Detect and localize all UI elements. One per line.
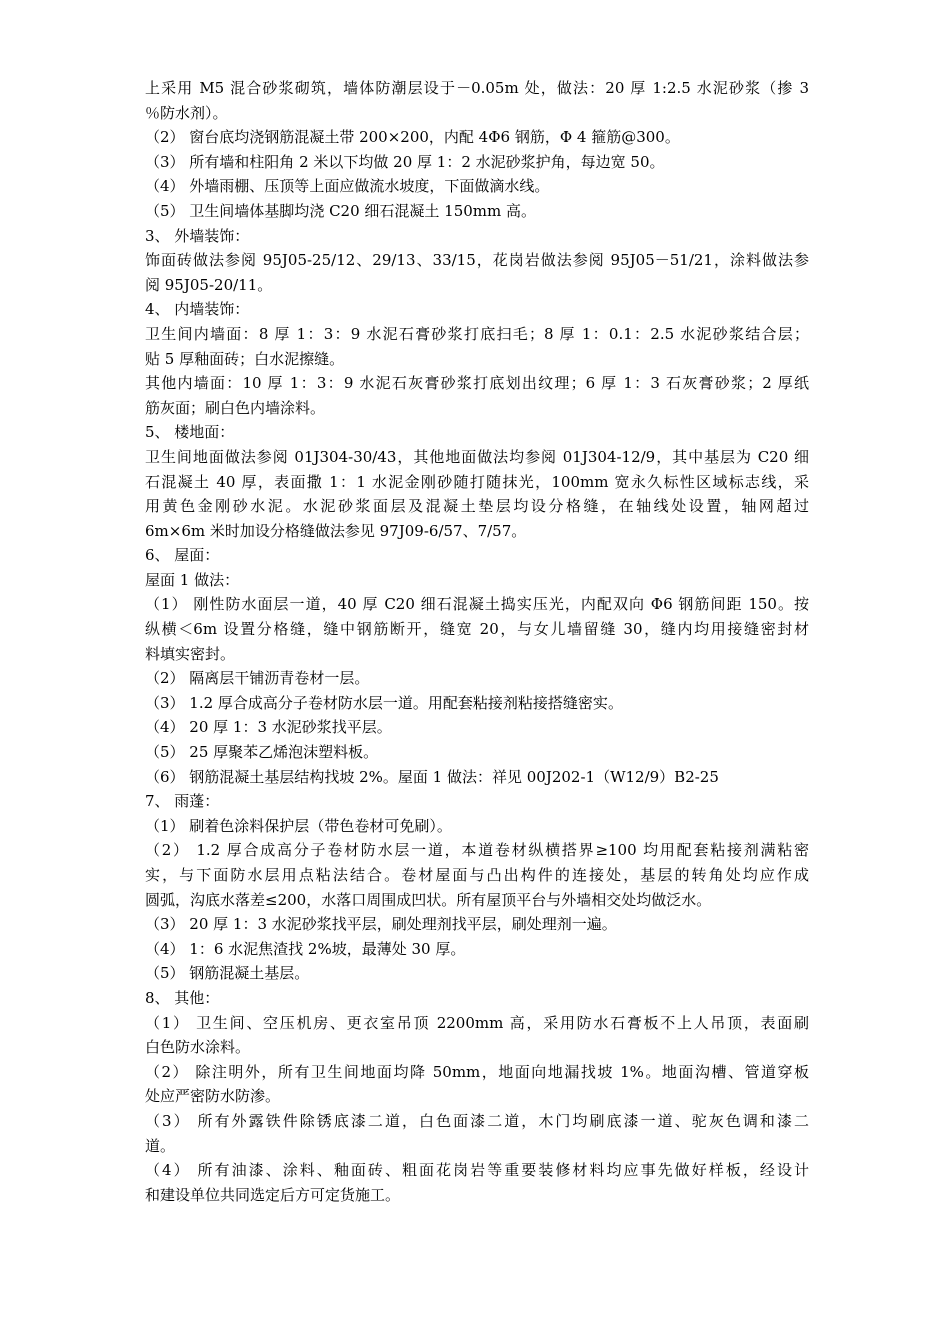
list-item: （5） 25 厚聚苯乙烯泡沫塑料板。 bbox=[145, 743, 379, 762]
paragraph-line: ％防水剂）。 bbox=[145, 103, 228, 122]
paragraph-line: 上采用 M5 混合砂浆砌筑，墙体防潮层设于－0.05m 处，做法：20 厚 1:2.5 水泥砂浆（掺 3 bbox=[145, 79, 809, 97]
list-item: （1） 卫生间、空压机房、更衣室吊顶 2200mm 高，采用防水石膏板不上人吊顶，表面刷 bbox=[145, 1013, 809, 1032]
section-heading: 3、 外墙装饰： bbox=[145, 226, 250, 245]
list-item: （1） 刚性防水面层一道，40 厚 C20 细石混凝土捣实压光，内配双向 Φ6 钢筋间距 150。按 bbox=[145, 595, 809, 614]
list-item: （3） 所有墙和柱阳角 2 米以下均做 20 厚 1：2 水泥砂浆护角，每边宽 50。 bbox=[145, 152, 665, 171]
list-item: （4） 1：6 水泥焦渣找 2%坡，最薄处 30 厚。 bbox=[145, 939, 466, 958]
list-item: （4） 所有油漆、涂料、釉面砖、粗面花岗岩等重要装修材料均应事先做好样板，经设计 bbox=[145, 1161, 809, 1180]
document-body bbox=[145, 76, 809, 1207]
paragraph-line: 卫生间内墙面：8 厚 1：3：9 水泥石膏砂浆打底扫毛；8 厚 1：0.1：2.5 水泥砂浆结合层； bbox=[145, 324, 809, 343]
paragraph-line: 用黄色金刚砂水泥。水泥砂浆面层及混凝土垫层均设分格缝，在轴线处设置，轴网超过 bbox=[145, 497, 809, 516]
list-item: （6） 钢筋混凝土基层结构找坡 2%。屋面 1 做法：祥见 00J202-1（W12/9）B2-25 bbox=[145, 767, 719, 786]
list-item: （3） 所有外露铁件除锈底漆二道，白色面漆二道，木门均刷底漆一道、驼灰色调和漆二 bbox=[145, 1111, 809, 1130]
list-item: （2） 1.2 厚合成高分子卷材防水层一道，本道卷材纵横搭界≥100 均用配套粘接剂满粘密 bbox=[145, 841, 809, 860]
list-item: 和建设单位共同选定后方可定货施工。 bbox=[145, 1185, 401, 1204]
list-item: （3） 1.2 厚合成高分子卷材防水层一道。用配套粘接剂粘接搭缝密实。 bbox=[145, 693, 623, 712]
list-item: 道。 bbox=[145, 1136, 176, 1155]
list-item: （3） 20 厚 1：3 水泥砂浆找平层，刷处理剂找平层，刷处理剂一遍。 bbox=[145, 915, 617, 934]
list-item: （1） 刷着色涂料保护层（带色卷材可免刷）。 bbox=[145, 816, 452, 835]
section-heading: 7、 雨蓬： bbox=[145, 792, 220, 811]
list-item: （4） 外墙雨棚、压顶等上面应做流水坡度，下面做滴水线。 bbox=[145, 177, 550, 196]
paragraph-line: 6m×6m 米时加设分格缝做法参见 97J09-6/57、7/57。 bbox=[145, 521, 527, 540]
paragraph-line: 阅 95J05-20/11。 bbox=[145, 275, 273, 294]
list-item: （2） 隔离层干铺沥青卷材一层。 bbox=[145, 669, 370, 688]
list-item: （2） 窗台底均浇钢筋混凝土带 200×200，内配 4Φ6 钢筋，Φ 4 箍筋@300。 bbox=[145, 128, 680, 147]
section-heading: 6、 屋面： bbox=[145, 546, 220, 565]
paragraph-line: 饰面砖做法参阅 95J05-25/12、29/13、33/15，花岗岩做法参阅 95J05－51/21，涂料做法参 bbox=[145, 251, 809, 270]
paragraph-line: 贴 5 厚釉面砖；白水泥擦缝。 bbox=[145, 349, 345, 368]
list-item: 料填实密封。 bbox=[145, 644, 236, 663]
list-item: 圆弧，沟底水落差≤200，水落口周围成凹状。所有屋顶平台与外墙相交处均做泛水。 bbox=[145, 890, 712, 909]
list-item: 纵横＜6m 设置分格缝，缝中钢筋断开，缝宽 20，与女儿墙留缝 30，缝内均用接缝密封材 bbox=[145, 620, 809, 639]
paragraph-line: 筋灰面；刷白色内墙涂料。 bbox=[145, 398, 326, 417]
section-heading: 5、 楼地面： bbox=[145, 423, 235, 442]
paragraph-line: 卫生间地面做法参阅 01J304-30/43，其他地面做法均参阅 01J304-12/9，其中基层为 C20 细 bbox=[145, 447, 809, 466]
paragraph-line: 其他内墙面：10 厚 1：3：9 水泥石灰膏砂浆打底划出纹理；6 厚 1：3 石灰膏砂浆；2 厚纸 bbox=[145, 374, 809, 393]
list-item: （5） 钢筋混凝土基层。 bbox=[145, 964, 310, 983]
subheading: 屋面 1 做法： bbox=[145, 570, 240, 589]
list-item: 处应严密防水防渗。 bbox=[145, 1087, 281, 1106]
list-item: 白色防水涂料。 bbox=[145, 1038, 251, 1057]
list-item: （4） 20 厚 1：3 水泥砂浆找平层。 bbox=[145, 718, 392, 737]
list-item: （2） 除注明外，所有卫生间地面均降 50mm，地面向地漏找坡 1%。地面沟槽、管道穿板 bbox=[145, 1062, 809, 1081]
list-item: （5） 卫生间墙体基脚均浇 C20 细石混凝土 150mm 高。 bbox=[145, 201, 537, 220]
list-item: 实，与下面防水层用点粘法结合。卷材屋面与凸出构件的连接处，基层的转角处均应作成 bbox=[145, 866, 809, 884]
section-heading: 4、 内墙装饰： bbox=[145, 300, 250, 319]
paragraph-line: 石混凝土 40 厚，表面撒 1：1 水泥金刚砂随打随抹光，100mm 宽永久标性区域标志线，采 bbox=[145, 472, 809, 491]
section-heading: 8、 其他： bbox=[145, 988, 220, 1007]
